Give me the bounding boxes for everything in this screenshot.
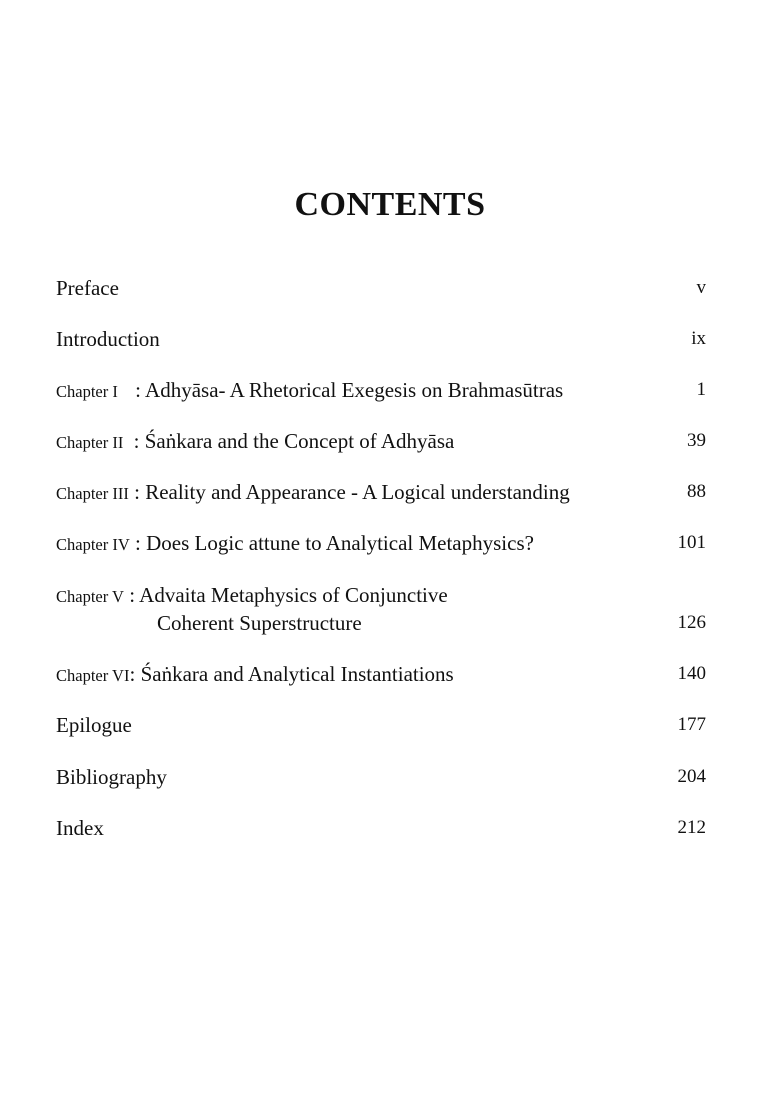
toc-entry-chapter-3 [56,478,706,506]
toc-entry-chapter-2 [56,427,706,455]
chapter-label: Chapter V [56,587,124,606]
entry-title: Bibliography [56,765,167,789]
entry-title: Epilogue [56,713,132,737]
separator: : [129,531,147,555]
separator: : [129,378,146,402]
entry-page: 177 [677,714,706,735]
entry-page: 1 [696,379,706,400]
toc-entry-bibliography [56,763,706,791]
entry-page: 88 [687,481,706,502]
chapter-label: Chapter IV [56,535,130,554]
separator: : [128,480,146,504]
entry-page: 39 [687,430,706,451]
chapter-label: Chapter I [56,382,118,401]
chapter-label: Chapter III [56,484,129,503]
chapter-label: Chapter II [56,433,124,452]
entry-page: 101 [677,532,706,553]
toc-entry-chapter-4 [56,529,706,557]
entry-page: 204 [677,766,706,787]
entry-page: 126 [677,612,706,633]
entry-title: Does Logic attune to Analytical Metaphysics? [146,531,534,555]
entry-page: v [696,277,706,298]
separator: : [128,429,145,453]
entry-title: Śaṅkara and Analytical Instantiations [140,662,454,686]
entry-page: 140 [677,663,706,684]
entry-title: Adhyāsa- A Rhetorical Exegesis on Brahmasūtras [145,378,564,402]
toc-entry-introduction [56,325,706,353]
entry-title: Advaita Metaphysics of Conjunctive [139,583,448,607]
separator: : [123,583,140,607]
toc-entry-index [56,814,706,842]
entry-title: Śaṅkara and the Concept of Adhyāsa [144,429,455,453]
toc-entry-epilogue [56,711,706,739]
entry-title: Introduction [56,327,160,351]
page-title: CONTENTS [294,186,486,223]
entry-title: Preface [56,276,119,300]
entry-page: ix [691,328,706,349]
entry-page: 212 [677,817,706,838]
entry-title-continued: Coherent Superstructure [157,611,362,635]
separator: : [129,662,141,686]
toc-entry-chapter-1 [56,376,706,404]
toc-entry-chapter-6 [56,660,706,688]
chapter-label: Chapter VI [56,666,130,685]
toc-entry-chapter-5 [56,581,706,637]
entry-title: Index [56,816,104,840]
entry-title: Reality and Appearance - A Logical understanding [145,480,570,504]
toc-entry-preface [56,274,706,302]
